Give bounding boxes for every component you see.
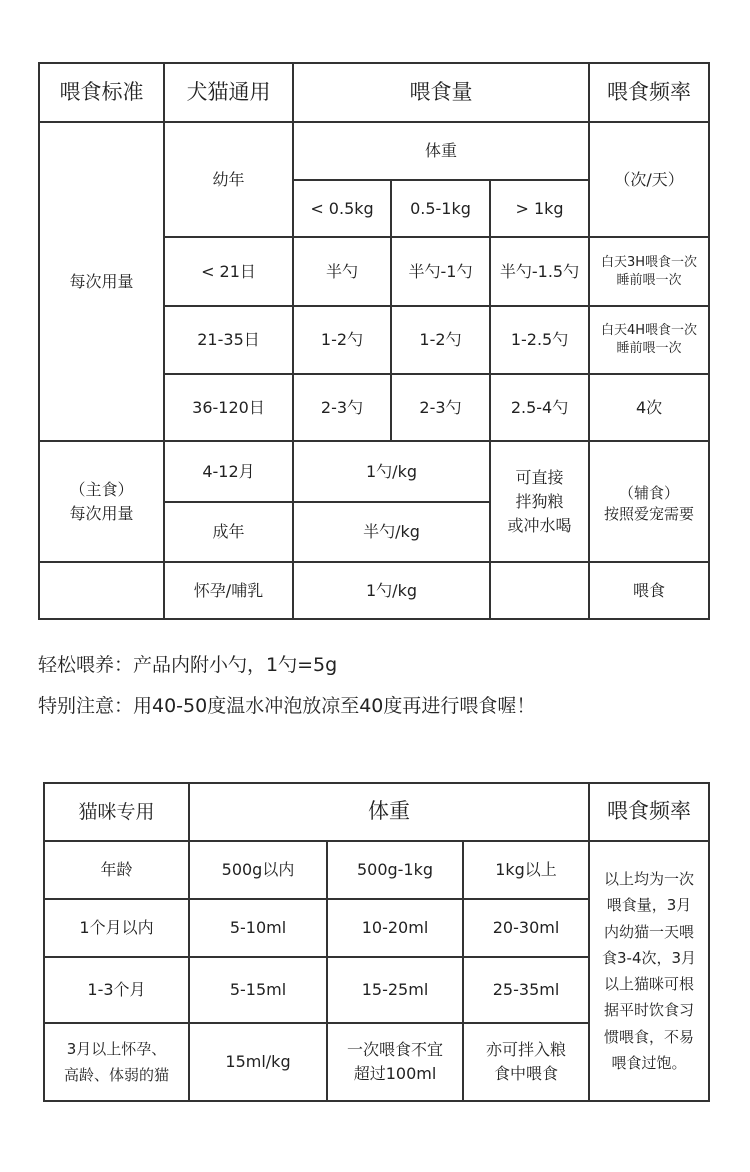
amount-cell bbox=[327, 1023, 463, 1101]
supplement-cell bbox=[589, 441, 709, 562]
weight-col: < 0.5kg bbox=[293, 180, 391, 237]
note-line: 喂食量，3月 bbox=[606, 896, 692, 915]
age-label: 年龄 bbox=[44, 841, 189, 899]
age-cell: < 21日 bbox=[164, 237, 293, 306]
amount-cell: 半勺-1勺 bbox=[391, 237, 490, 306]
easy-feeding-note: 轻松喂养：产品内附小勺，1勺=5g bbox=[38, 654, 338, 676]
note-line: 喂食过饱。 bbox=[611, 1053, 687, 1072]
age-line: 高龄、体弱的猫 bbox=[63, 1066, 169, 1084]
freq-cell bbox=[589, 306, 709, 374]
header-amount: 喂食量 bbox=[293, 63, 589, 122]
amount-cell: 1-2.5勺 bbox=[490, 306, 589, 374]
weight-col: 1kg以上 bbox=[463, 841, 589, 899]
freq-line: 白天4H喂食一次 bbox=[601, 323, 698, 339]
amount-line: 亦可拌入粮 bbox=[486, 1040, 567, 1059]
amount-cell: 5-15ml bbox=[189, 957, 327, 1023]
amount-cell: 1勺/kg bbox=[293, 441, 490, 502]
staple-line: 每次用量 bbox=[69, 503, 134, 523]
header-frequency: 喂食频率 bbox=[589, 63, 709, 122]
weight-col: > 1kg bbox=[490, 180, 589, 237]
age-line: 3月以上怀孕、 bbox=[66, 1039, 167, 1058]
amount-cell: 半勺 bbox=[293, 237, 391, 306]
amount-line: 一次喂食不宜 bbox=[346, 1040, 443, 1059]
age-cell: 怀孕/哺乳 bbox=[164, 562, 293, 619]
note-line: 惯喂食，不易 bbox=[604, 1027, 695, 1046]
weight-col: 500g-1kg bbox=[327, 841, 463, 899]
supp-line: （辅食） bbox=[619, 484, 680, 503]
mix-line: 或冲水喝 bbox=[507, 515, 572, 535]
note-line: 以上猫咪可根 bbox=[604, 975, 695, 993]
header-cat: 猫咪专用 bbox=[44, 783, 189, 841]
weight-col: 500g以内 bbox=[189, 841, 327, 899]
header-standard: 喂食标准 bbox=[39, 63, 164, 122]
amount-cell: 1-2勺 bbox=[293, 306, 391, 374]
age-cell: 1个月以内 bbox=[44, 899, 189, 957]
amount-cell: 1-2勺 bbox=[391, 306, 490, 374]
amount-cell bbox=[463, 1023, 589, 1101]
age-cell: 21-35日 bbox=[164, 306, 293, 374]
amount-cell: 20-30ml bbox=[463, 899, 589, 957]
frequency-note bbox=[589, 841, 709, 1101]
empty-cell bbox=[490, 562, 589, 619]
age-cell: 4-12月 bbox=[164, 441, 293, 502]
age-cell: 成年 bbox=[164, 502, 293, 562]
amount-cell: 2-3勺 bbox=[293, 374, 391, 441]
supp-line: 按照爱宠需要 bbox=[604, 505, 695, 524]
per-use-label: 每次用量 bbox=[39, 122, 164, 441]
note-line: 据平时饮食习 bbox=[604, 1001, 695, 1020]
special-attention-note: 特别注意：用40-50度温水冲泡放凉至40度再进行喂食喔！ bbox=[38, 695, 536, 717]
freq-line: 白天3H喂食一次 bbox=[601, 254, 698, 270]
age-cell: 36-120日 bbox=[164, 374, 293, 441]
note-line: 以上均为一次 bbox=[604, 870, 695, 888]
amount-cell: 1勺/kg bbox=[293, 562, 490, 619]
amount-cell: 2-3勺 bbox=[391, 374, 490, 441]
header-frequency: 喂食频率 bbox=[589, 783, 709, 841]
amount-cell: 15-25ml bbox=[327, 957, 463, 1023]
empty-cell bbox=[39, 562, 164, 619]
mix-cell bbox=[490, 441, 589, 562]
header-weight: 体重 bbox=[189, 783, 589, 841]
dog-cat-feeding-table bbox=[38, 62, 710, 620]
amount-cell: 25-35ml bbox=[463, 957, 589, 1023]
amount-cell: 10-20ml bbox=[327, 899, 463, 957]
freq-line: 睡前喂一次 bbox=[616, 272, 682, 288]
freq-cell: 4次 bbox=[589, 374, 709, 441]
amount-cell: 半勺-1.5勺 bbox=[490, 237, 589, 306]
note-line: 食3-4次，3月 bbox=[602, 948, 697, 967]
freq-cell: 喂食 bbox=[589, 562, 709, 619]
mix-line: 可直接 bbox=[515, 467, 564, 487]
header-universal: 犬猫通用 bbox=[164, 63, 293, 122]
weight-label: 体重 bbox=[293, 122, 589, 180]
staple-label bbox=[39, 441, 164, 562]
amount-cell: 2.5-4勺 bbox=[490, 374, 589, 441]
amount-cell: 半勺/kg bbox=[293, 502, 490, 562]
amount-line: 超过100ml bbox=[353, 1064, 437, 1083]
cat-feeding-table bbox=[43, 782, 710, 1102]
freq-line: 睡前喂一次 bbox=[616, 341, 682, 356]
amount-cell: 5-10ml bbox=[189, 899, 327, 957]
young-label: 幼年 bbox=[164, 122, 293, 237]
staple-line: （主食） bbox=[69, 479, 134, 499]
freq-unit: （次/天） bbox=[589, 122, 709, 237]
age-cell bbox=[44, 1023, 189, 1101]
amount-cell: 15ml/kg bbox=[189, 1023, 327, 1101]
freq-cell bbox=[589, 237, 709, 306]
note-line: 内幼猫一天喂 bbox=[604, 922, 695, 941]
weight-col: 0.5-1kg bbox=[391, 180, 490, 237]
mix-line: 拌狗粮 bbox=[515, 491, 564, 511]
age-cell: 1-3个月 bbox=[44, 957, 189, 1023]
amount-line: 食中喂食 bbox=[494, 1064, 559, 1083]
